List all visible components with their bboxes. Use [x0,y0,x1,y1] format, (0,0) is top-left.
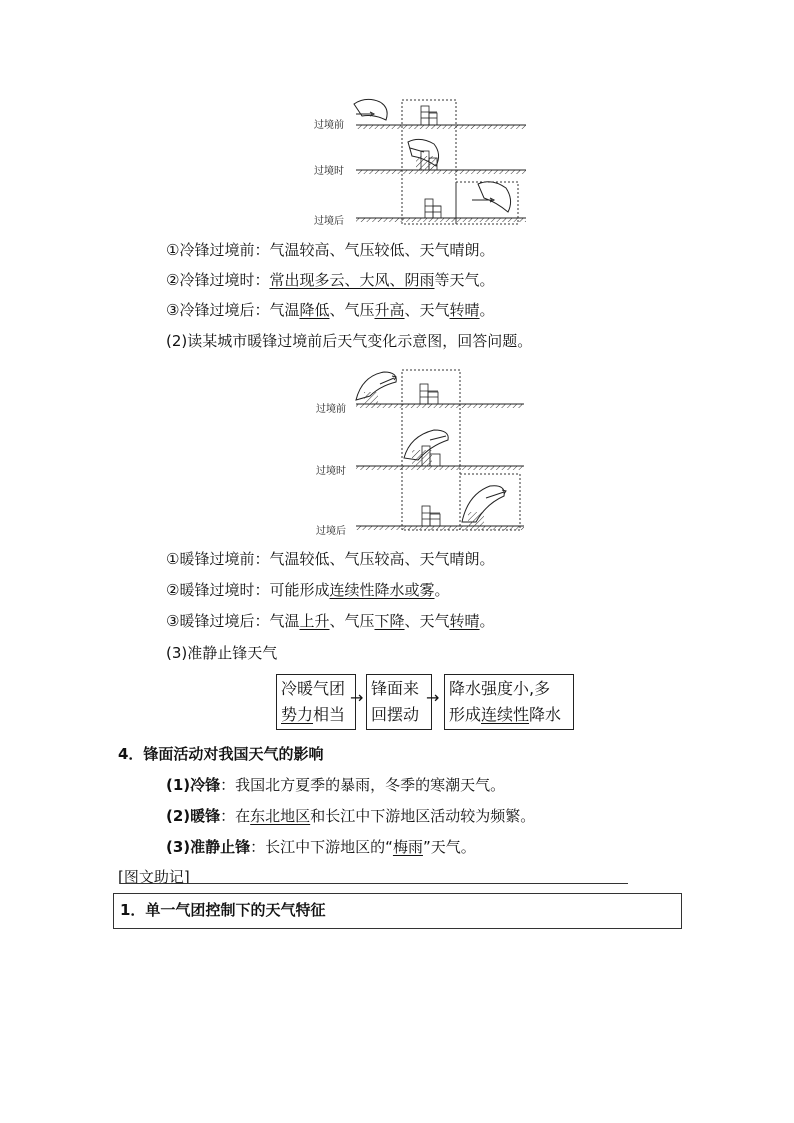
cold-diagram-label-after: 过境后 [314,216,344,227]
warm-diagram-label-before: 过境前 [316,404,346,415]
memo-rule [120,883,628,884]
warm-front-item-3: ③暖锋过境后：气温上升、气压下降、天气转晴。 [166,612,495,630]
cold-front-item-2: ②冷锋过境时：常出现多云、大风、阴雨等天气。 [166,271,495,289]
flow-box-2: 锋面来 回摆动 [366,674,432,730]
cold-front-item-1: ①冷锋过境前：气温较高、气压较低、天气晴朗。 [166,241,495,259]
warm-front-diagram [300,366,540,538]
flow-box-3: 降水强度小,多 形成连续性降水 [444,674,574,730]
cold-diagram-label-during: 过境时 [314,166,344,177]
cold-front-item-3: ③冷锋过境后：气温降低、气压升高、天气转晴。 [166,301,495,319]
flow-box-1: 冷暖气团 势力相当 [276,674,356,730]
warm-intro: (2)读某城市暖锋过境前后天气变化示意图，回答问题。 [166,332,533,350]
memo-box-title: 1．单一气团控制下的天气特征 [120,901,326,919]
flow-arrow-1: → [350,688,364,707]
flow-arrow-2: → [426,688,440,707]
cold-front-diagram [300,96,540,228]
warm-diagram-label-after: 过境后 [316,526,346,537]
cold-diagram-label-before: 过境前 [314,120,344,131]
stationary-front-title: (3)准静止锋天气 [166,644,278,662]
section-4-item-1: (1)冷锋：我国北方夏季的暴雨，冬季的寒潮天气。 [166,776,506,794]
warm-diagram-label-during: 过境时 [316,466,346,477]
warm-front-item-2: ②暖锋过境时：可能形成连续性降水或雾。 [166,581,450,599]
warm-front-item-1: ①暖锋过境前：气温较低、气压较高、天气晴朗。 [166,550,495,568]
memo-box [113,893,682,929]
section-4-item-2: (2)暖锋：在东北地区和长江中下游地区活动较为频繁。 [166,807,536,825]
section-4-title: 4．锋面活动对我国天气的影响 [118,745,324,763]
memo-heading: [图文助记] [118,868,190,886]
section-4-item-3: (3)准静止锋：长江中下游地区的“梅雨”天气。 [166,838,476,856]
